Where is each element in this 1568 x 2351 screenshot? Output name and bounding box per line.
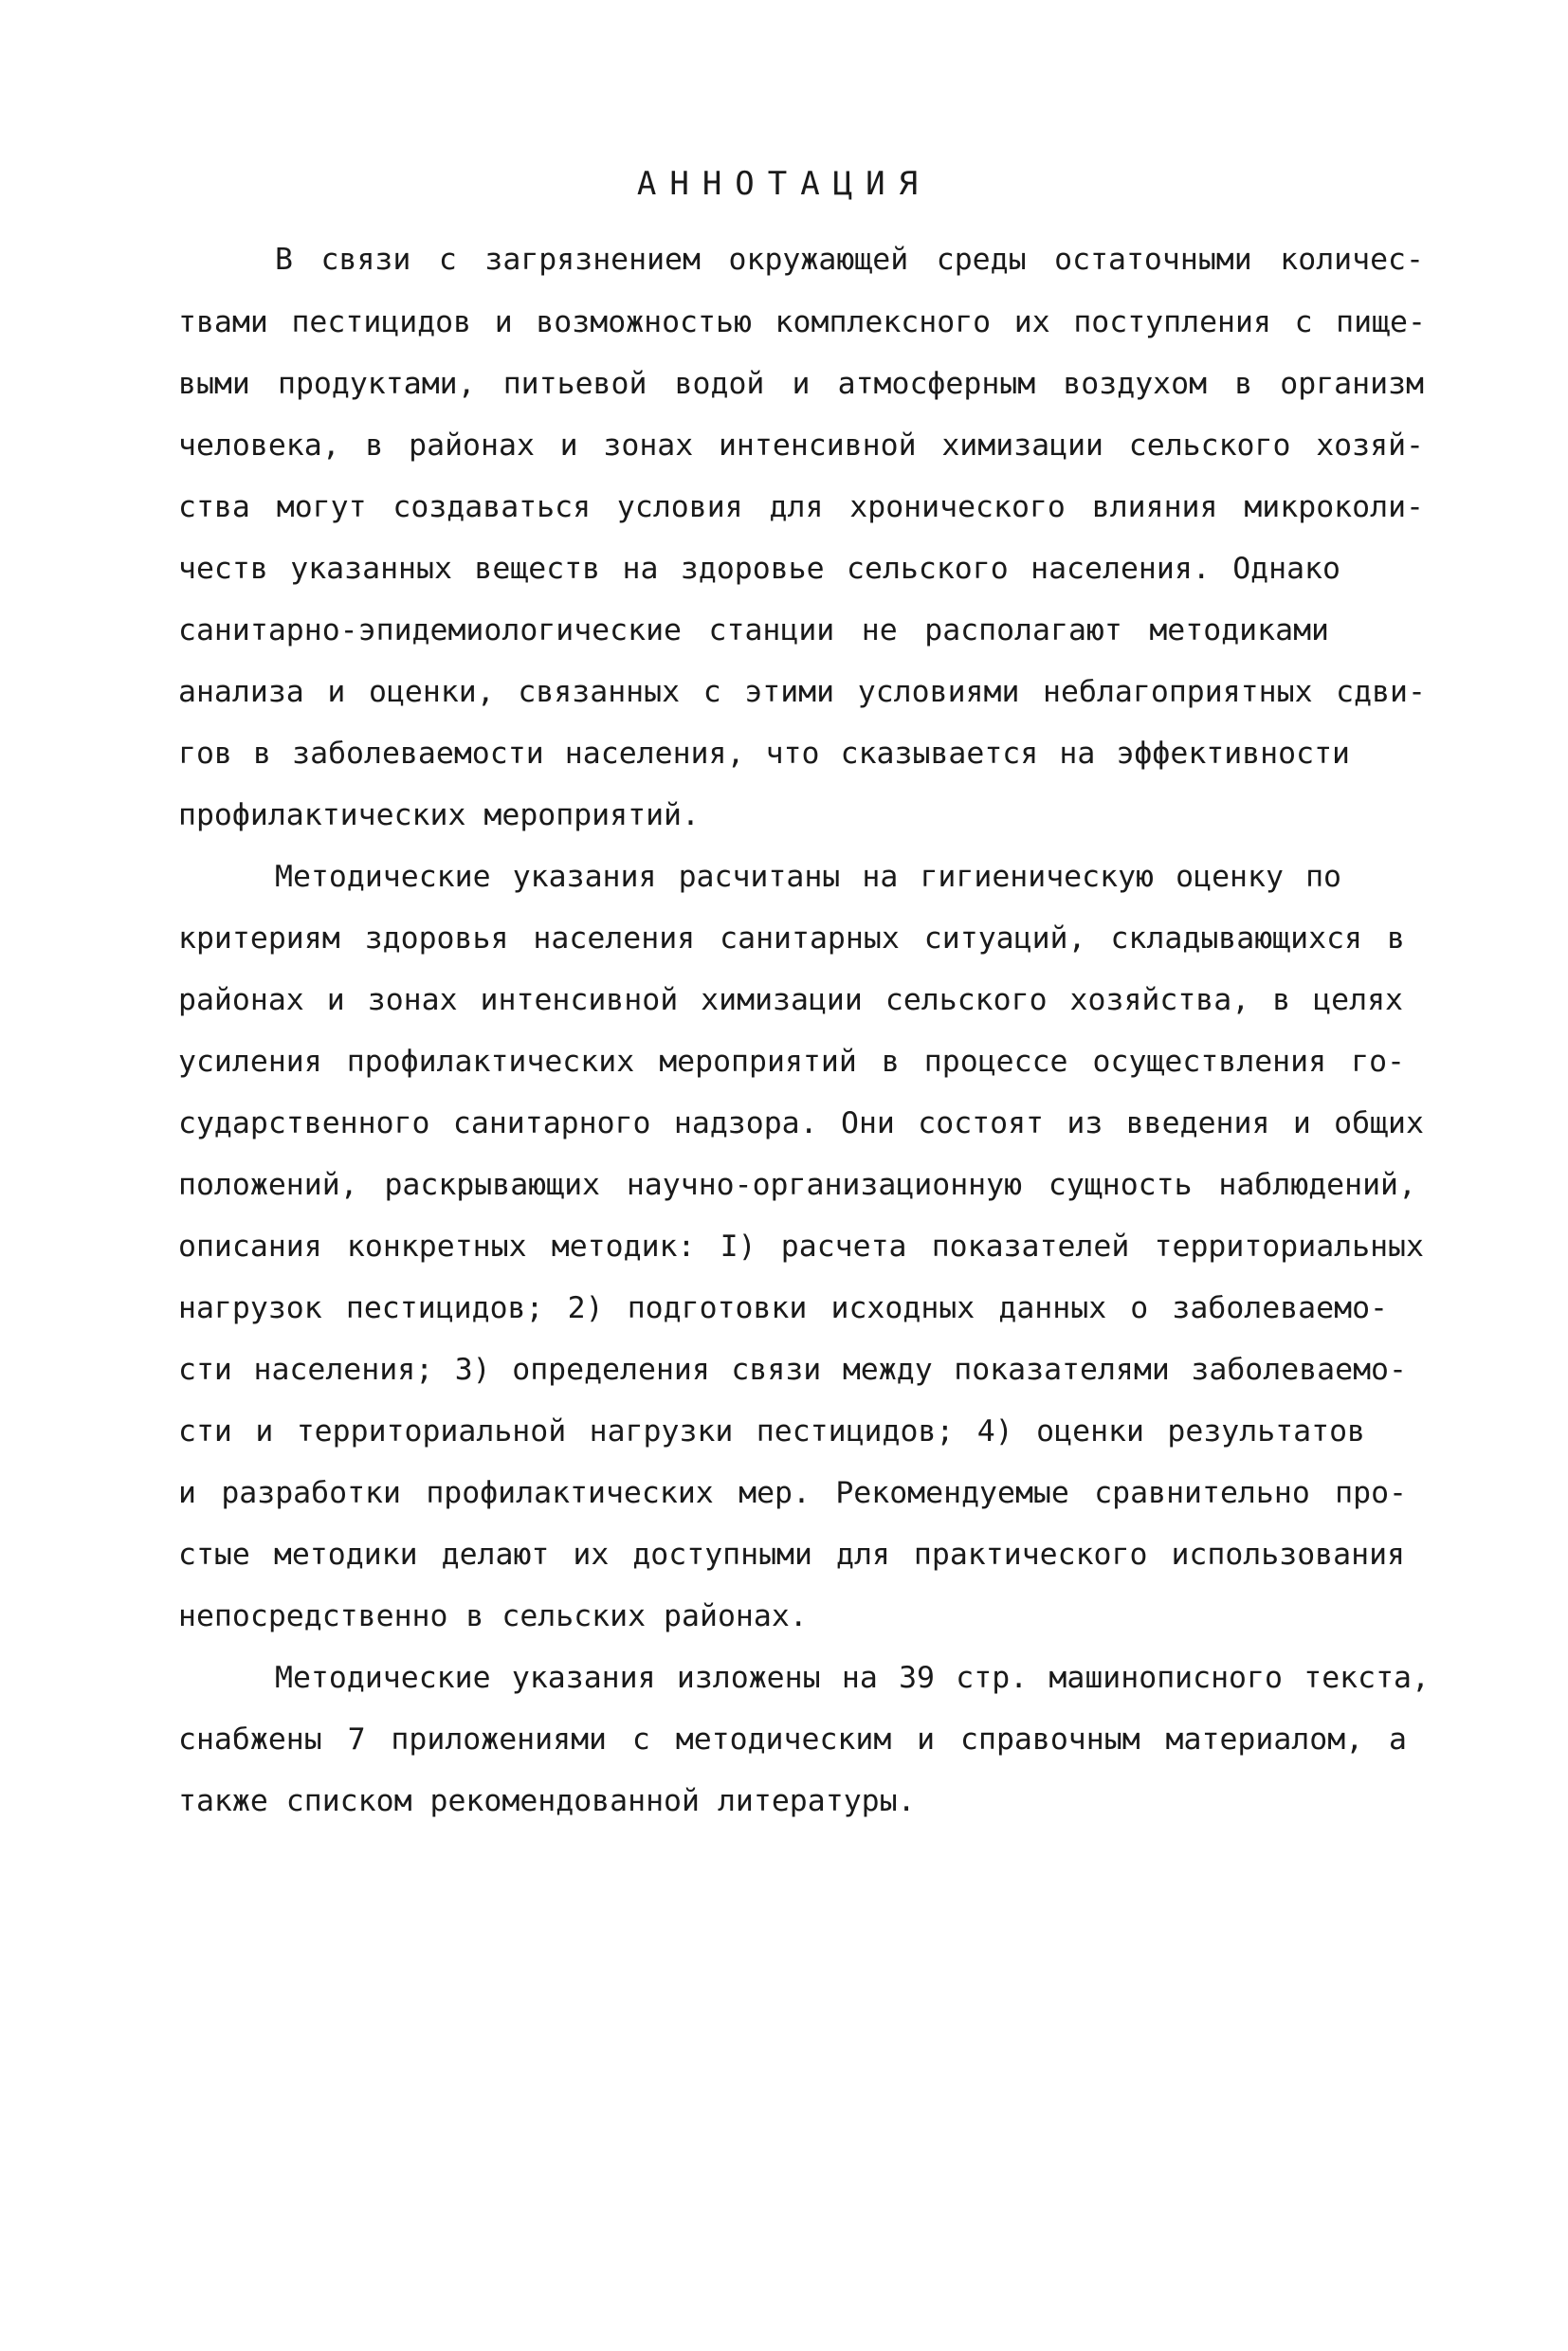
- page-title: АННОТАЦИЯ: [636, 165, 932, 203]
- text-line: также списком рекомендованной литературы.: [178, 1784, 916, 1818]
- text-line: районах и зонах интенсивной химизации сельского хозяйства, в целях: [178, 983, 1403, 1017]
- text-line: положений, раскрывающих научно-организационную сущность наблюдений,: [178, 1168, 1416, 1202]
- text-line: ства могут создаваться условия для хронического влияния микроколи-: [178, 490, 1424, 524]
- text-line: усиления профилактических мероприятий в процессе осуществления го-: [178, 1045, 1405, 1079]
- text-line: Методические указания расчитаны на гигиеническую оценку по: [275, 860, 1341, 894]
- text-line: профилактических мероприятий.: [178, 798, 700, 832]
- text-line: В связи с загрязнением окружающей среды остаточными количес-: [275, 243, 1424, 277]
- text-line: честв указанных веществ на здоровье сельского населения. Однако: [178, 552, 1340, 586]
- text-line: и разработки профилактических мер. Рекомендуемые сравнительно про-: [178, 1476, 1407, 1510]
- text-line: санитарно-эпидемиологические станции не располагают методиками: [178, 613, 1329, 647]
- text-line: критериям здоровья населения санитарных ситуаций, складывающихся в: [178, 921, 1405, 956]
- text-line: нагрузок пестицидов; 2) подготовки исходных данных о заболеваемо-: [178, 1291, 1388, 1325]
- text-line: сударственного санитарного надзора. Они состоят из введения и общих: [178, 1106, 1424, 1140]
- text-line: сти и территориальной нагрузки пестицидов; 4) оценки результатов: [178, 1414, 1365, 1449]
- text-line: Методические указания изложены на 39 стр. машинописного текста,: [275, 1661, 1430, 1695]
- text-line: твами пестицидов и возможностью комплексного их поступления с пище-: [178, 305, 1426, 339]
- text-line: стые методики делают их доступными для практического использования: [178, 1538, 1405, 1572]
- text-line: описания конкретных методик: I) расчета показателей территориальных: [178, 1230, 1424, 1264]
- text-line: снабжены 7 приложениями с методическим и справочным материалом, а: [178, 1722, 1407, 1757]
- text-line: человека, в районах и зонах интенсивной химизации сельского хозяй-: [178, 428, 1424, 463]
- text-line: выми продуктами, питьевой водой и атмосферным воздухом в организм: [178, 367, 1424, 401]
- text-line: анализа и оценки, связанных с этими условиями неблагоприятных сдви-: [178, 675, 1426, 709]
- text-line: сти населения; 3) определения связи между показателями заболеваемо-: [178, 1353, 1407, 1387]
- text-line: гов в заболеваемости населения, что сказывается на эффективности: [178, 737, 1350, 771]
- text-line: непосредственно в сельских районах.: [178, 1599, 808, 1633]
